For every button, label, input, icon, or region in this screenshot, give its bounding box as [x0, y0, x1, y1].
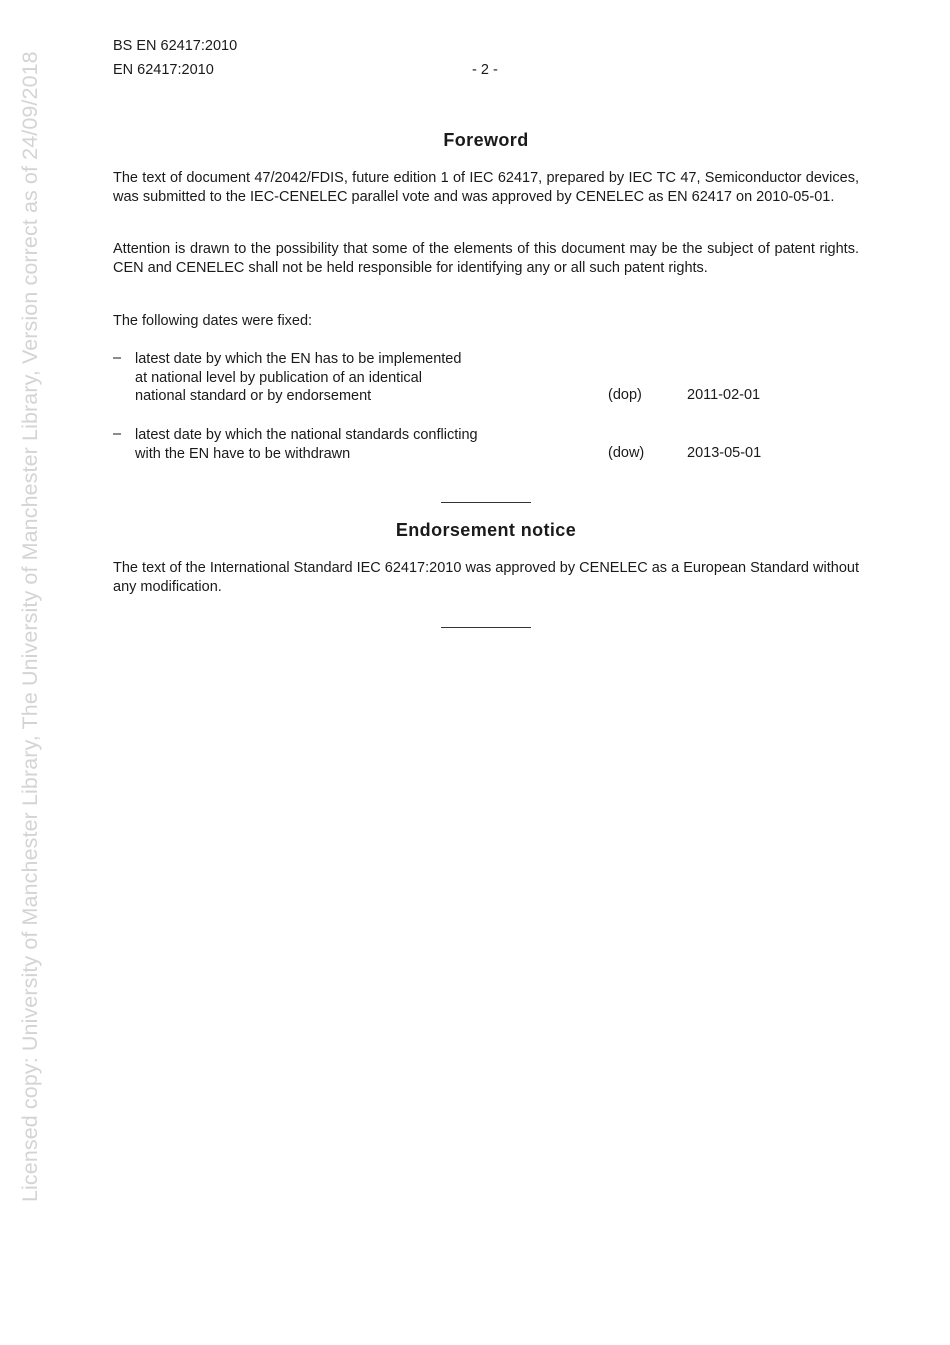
- date-item-line: national standard or by endorsement: [135, 388, 372, 404]
- endorsement-paragraph: The text of the International Standard IEC 62417:2010 was approved by CENELEC as a European Standard without any modification.: [113, 560, 859, 595]
- date-item-line: at national level by publication of an identical: [135, 369, 422, 386]
- date-item-line: latest date by which the EN has to be implemented: [135, 351, 462, 367]
- date-item-line: with the EN have to be withdrawn: [135, 445, 351, 462]
- document-id-en: EN 62417:2010: [113, 62, 214, 78]
- date-item-dop-text: [135, 350, 461, 406]
- date-item-bullet: –: [113, 426, 122, 442]
- section-divider: [441, 502, 531, 503]
- foreword-title: Foreword: [443, 130, 529, 150]
- endorsement-title: Endorsement notice: [395, 520, 577, 540]
- date-item-dop-abbr: (dop): [608, 387, 642, 403]
- date-item-line: latest date by which the national standards conflicting: [135, 427, 478, 443]
- foreword-paragraph-1: The text of document 47/2042/FDIS, future edition 1 of IEC 62417, prepared by IEC TC 47, Semiconductor devices, was submitted to the IEC-CENELEC parallel vote and was approved by CENELEC as EN 62417 on 2010-05-01.: [113, 170, 859, 205]
- date-item-dow-abbr: (dow): [608, 445, 645, 461]
- date-item-bullet: –: [113, 350, 122, 366]
- page-number: - 2 -: [472, 62, 498, 78]
- section-divider-end: [441, 627, 531, 628]
- license-watermark: Licensed copy: University of Manchester Library, The University of Manchester Library, Version correct as of 24/09/2018: [18, 51, 42, 1202]
- date-item-dow-text: [135, 426, 478, 463]
- date-item-dop-date: 2011-02-01: [687, 387, 761, 403]
- foreword-paragraph-2: Attention is drawn to the possibility that some of the elements of this document may be the subject of patent rights. CEN and CENELEC shall not be held responsible for identifying any or all such patent rights.: [113, 241, 859, 276]
- date-item-dow-date: 2013-05-01: [687, 445, 762, 461]
- document-id-bs: BS EN 62417:2010: [113, 38, 238, 54]
- foreword-paragraph-3: The following dates were fixed:: [113, 313, 313, 329]
